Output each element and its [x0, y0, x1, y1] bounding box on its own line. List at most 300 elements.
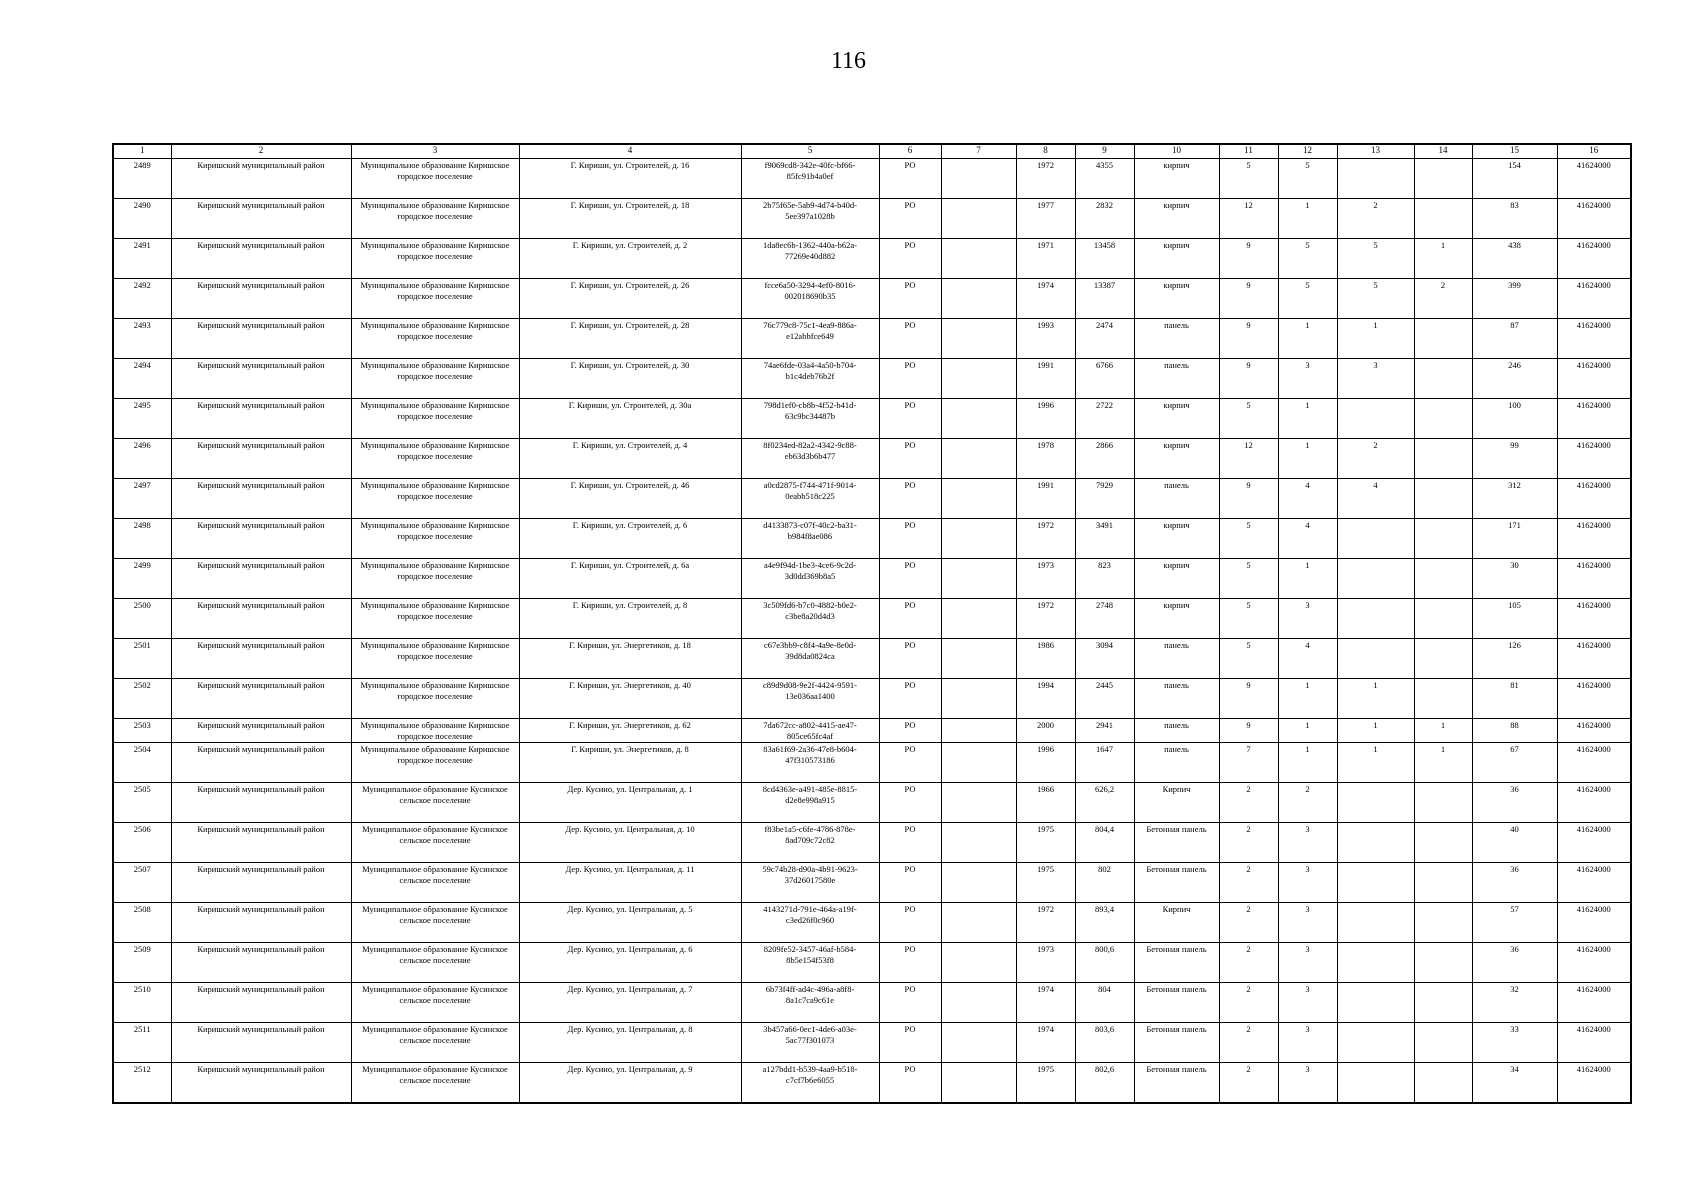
table-cell: 1975 — [1016, 823, 1075, 863]
table-cell: 3c509fd6-b7c0-4882-b0e2-c3be8a20d4d3 — [741, 599, 879, 639]
table-cell: Киришский муниципальный район — [171, 783, 351, 823]
table-cell: 1 — [1414, 239, 1472, 279]
table-cell: 171 — [1472, 519, 1557, 559]
table-cell: 1978 — [1016, 439, 1075, 479]
table-cell: 100 — [1472, 399, 1557, 439]
table-row — [113, 479, 1631, 519]
table-cell: 13458 — [1075, 239, 1134, 279]
table-cell: Дер. Кусино, ул. Центральная, д. 8 — [519, 1023, 741, 1063]
table-cell: 41624000 — [1557, 479, 1631, 519]
table-cell: 5 — [1219, 519, 1278, 559]
table-cell: 41624000 — [1557, 823, 1631, 863]
table-cell: 36 — [1472, 783, 1557, 823]
table-cell: 1991 — [1016, 479, 1075, 519]
table-cell: 3b457a66-0ec1-4de6-a03e-5ac77f301073 — [741, 1023, 879, 1063]
table-row — [113, 239, 1631, 279]
table-cell: 2500 — [113, 599, 171, 639]
table-row — [113, 399, 1631, 439]
table-cell: кирпич — [1134, 159, 1219, 199]
column-number-cell: 7 — [941, 144, 1016, 159]
table-cell: Киришский муниципальный район — [171, 823, 351, 863]
table-row — [113, 319, 1631, 359]
table-cell: кирпич — [1134, 239, 1219, 279]
column-number-cell: 9 — [1075, 144, 1134, 159]
table-cell: РО — [879, 823, 941, 863]
table-cell: 7da672cc-a802-4415-ae47-805ce65fc4af — [741, 719, 879, 743]
table-cell — [1414, 319, 1472, 359]
table-row — [113, 279, 1631, 319]
table-cell: 2496 — [113, 439, 171, 479]
table-cell: Муниципальное образование Кусинское сельское поселение — [351, 1023, 519, 1063]
table-cell: панель — [1134, 319, 1219, 359]
table-cell: 1 — [1337, 719, 1414, 743]
table-cell: РО — [879, 903, 941, 943]
table-cell: 2490 — [113, 199, 171, 239]
table-cell: 3094 — [1075, 639, 1134, 679]
table-cell: 8209fe52-3457-46af-b584-8b5e154f53f8 — [741, 943, 879, 983]
table-cell: Киришский муниципальный район — [171, 1023, 351, 1063]
table-cell: Г. Кириши, ул. Энергетиков, д. 8 — [519, 743, 741, 783]
table-cell — [941, 823, 1016, 863]
table-cell: 803,6 — [1075, 1023, 1134, 1063]
table-cell: панель — [1134, 479, 1219, 519]
table-cell: 1974 — [1016, 983, 1075, 1023]
table-cell: Муниципальное образование Киришское городское поселение — [351, 399, 519, 439]
table-cell — [1414, 199, 1472, 239]
table-cell: 1972 — [1016, 903, 1075, 943]
table-cell: Муниципальное образование Киришское городское поселение — [351, 159, 519, 199]
table-cell: кирпич — [1134, 439, 1219, 479]
table-cell — [1414, 783, 1472, 823]
table-cell: 1991 — [1016, 359, 1075, 399]
table-cell: РО — [879, 519, 941, 559]
table-cell: 3 — [1278, 359, 1337, 399]
table-cell: 9 — [1219, 239, 1278, 279]
table-cell: 41624000 — [1557, 679, 1631, 719]
table-cell — [941, 639, 1016, 679]
table-row — [113, 159, 1631, 199]
table-cell: 1972 — [1016, 599, 1075, 639]
table-cell: Г. Кириши, ул. Строителей, д. 46 — [519, 479, 741, 519]
column-number-cell: 2 — [171, 144, 351, 159]
column-number-cell: 11 — [1219, 144, 1278, 159]
table-cell: 9 — [1219, 359, 1278, 399]
table-cell: 41624000 — [1557, 1063, 1631, 1104]
table-cell — [1414, 399, 1472, 439]
table-cell: 1647 — [1075, 743, 1134, 783]
table-cell: 2 — [1219, 1063, 1278, 1104]
table-cell — [1414, 639, 1472, 679]
table-cell: 36 — [1472, 863, 1557, 903]
table-cell: Киришский муниципальный район — [171, 319, 351, 359]
table-cell — [941, 359, 1016, 399]
table-cell: 802 — [1075, 863, 1134, 903]
table-cell: панель — [1134, 359, 1219, 399]
table-cell: 74ae6fde-03a4-4a50-b704-b1c4deb76b2f — [741, 359, 879, 399]
table-cell: Бетонная панель — [1134, 1063, 1219, 1104]
table-cell — [941, 1063, 1016, 1104]
table-cell: Киришский муниципальный район — [171, 359, 351, 399]
table-cell: Г. Кириши, ул. Строителей, д. 2 — [519, 239, 741, 279]
table-cell — [1337, 943, 1414, 983]
table-cell: Киришский муниципальный район — [171, 519, 351, 559]
table-cell: 41624000 — [1557, 199, 1631, 239]
table-cell — [1337, 1023, 1414, 1063]
table-cell: 2509 — [113, 943, 171, 983]
table-cell: РО — [879, 599, 941, 639]
table-cell: РО — [879, 439, 941, 479]
table-cell: 126 — [1472, 639, 1557, 679]
table-row — [113, 863, 1631, 903]
table-cell — [941, 479, 1016, 519]
table-cell: 1da8ec6b-1362-440a-b62a-77269e40d882 — [741, 239, 879, 279]
table-cell: 2502 — [113, 679, 171, 719]
table-cell: 1966 — [1016, 783, 1075, 823]
table-cell: 4 — [1278, 479, 1337, 519]
table-cell: 41624000 — [1557, 519, 1631, 559]
table-cell: 1975 — [1016, 1063, 1075, 1104]
table-cell: Бетонная панель — [1134, 943, 1219, 983]
table-cell: 9 — [1219, 679, 1278, 719]
table-cell: 3 — [1278, 903, 1337, 943]
table-row — [113, 519, 1631, 559]
table-cell: 32 — [1472, 983, 1557, 1023]
table-cell: 2501 — [113, 639, 171, 679]
table-cell: 41624000 — [1557, 903, 1631, 943]
table-cell: 1 — [1278, 199, 1337, 239]
table-cell: 87 — [1472, 319, 1557, 359]
table-cell: панель — [1134, 719, 1219, 743]
table-cell: 41624000 — [1557, 399, 1631, 439]
table-cell: f9069cd8-342e-40fc-bf66-85fc91b4a0ef — [741, 159, 879, 199]
table-cell — [1414, 559, 1472, 599]
table-cell: a0cd2875-f744-471f-9014-0eabb518c225 — [741, 479, 879, 519]
table-cell: c67e3bb9-c8f4-4a9e-8e0d-39d8da0824ca — [741, 639, 879, 679]
table-cell: 3 — [1278, 823, 1337, 863]
table-cell: РО — [879, 639, 941, 679]
table-cell — [941, 519, 1016, 559]
table-cell: a127bdd1-b539-4aa9-b518-c7cf7b6e6055 — [741, 1063, 879, 1104]
table-cell: 13387 — [1075, 279, 1134, 319]
table-cell: Кирпич — [1134, 783, 1219, 823]
table-cell: Г. Кириши, ул. Энергетиков, д. 18 — [519, 639, 741, 679]
table-cell — [1337, 639, 1414, 679]
table-cell: 41624000 — [1557, 599, 1631, 639]
table-cell: 41624000 — [1557, 319, 1631, 359]
table-cell: Муниципальное образование Киришское городское поселение — [351, 359, 519, 399]
table-cell: РО — [879, 239, 941, 279]
table-cell: кирпич — [1134, 399, 1219, 439]
table-cell — [1337, 399, 1414, 439]
table-cell — [941, 319, 1016, 359]
table-cell — [941, 239, 1016, 279]
table-cell: 3 — [1278, 1063, 1337, 1104]
table-cell — [941, 159, 1016, 199]
table-cell: кирпич — [1134, 199, 1219, 239]
table-cell: 2474 — [1075, 319, 1134, 359]
table-cell: 2504 — [113, 743, 171, 783]
table-body — [113, 144, 1631, 1103]
table-cell: 3 — [1278, 863, 1337, 903]
table-cell: 5 — [1337, 279, 1414, 319]
table-cell — [1414, 1063, 1472, 1104]
table-cell: Бетонная панель — [1134, 823, 1219, 863]
table-cell: Г. Кириши, ул. Строителей, д. 26 — [519, 279, 741, 319]
table-row — [113, 719, 1631, 743]
table-cell: Дер. Кусино, ул. Центральная, д. 9 — [519, 1063, 741, 1104]
table-cell: 4 — [1278, 519, 1337, 559]
table-cell: 41624000 — [1557, 783, 1631, 823]
table-cell — [1414, 823, 1472, 863]
table-cell — [941, 863, 1016, 903]
table-cell: 36 — [1472, 943, 1557, 983]
table-cell — [941, 399, 1016, 439]
table-cell: 5 — [1219, 399, 1278, 439]
table-cell: 2506 — [113, 823, 171, 863]
table-cell: 2 — [1337, 439, 1414, 479]
table-cell: 2493 — [113, 319, 171, 359]
table-cell: 2510 — [113, 983, 171, 1023]
table-cell: 5 — [1219, 599, 1278, 639]
table-cell: f83be1a5-c6fe-4786-878e-8ad709c72c82 — [741, 823, 879, 863]
table-cell: 802,6 — [1075, 1063, 1134, 1104]
table-cell: Бетонная панель — [1134, 1023, 1219, 1063]
table-cell: 1 — [1278, 559, 1337, 599]
table-cell: Муниципальное образование Киришское городское поселение — [351, 679, 519, 719]
table-cell: РО — [879, 159, 941, 199]
table-cell: РО — [879, 1023, 941, 1063]
table-cell: 88 — [1472, 719, 1557, 743]
table-cell: Муниципальное образование Кусинское сельское поселение — [351, 943, 519, 983]
table-cell: 2b75f65e-5ab9-4d74-b40d-5ee397a1028b — [741, 199, 879, 239]
table-cell: 438 — [1472, 239, 1557, 279]
table-cell: 2489 — [113, 159, 171, 199]
table-cell: 4143271d-791e-464a-a19f-c3ed26f0c960 — [741, 903, 879, 943]
table-cell: 2491 — [113, 239, 171, 279]
table-cell: 1 — [1278, 679, 1337, 719]
column-number-row — [113, 144, 1631, 159]
table-cell — [1414, 439, 1472, 479]
table-cell: 154 — [1472, 159, 1557, 199]
table-cell: Бетонная панель — [1134, 983, 1219, 1023]
table-cell: Киришский муниципальный район — [171, 399, 351, 439]
table-cell: 2507 — [113, 863, 171, 903]
table-cell: 2 — [1219, 983, 1278, 1023]
table-cell: 2 — [1337, 199, 1414, 239]
table-cell: 2748 — [1075, 599, 1134, 639]
column-number-cell: 14 — [1414, 144, 1472, 159]
table-cell: 41624000 — [1557, 1023, 1631, 1063]
table-cell: 2499 — [113, 559, 171, 599]
table-cell: 1971 — [1016, 239, 1075, 279]
table-cell: Муниципальное образование Киришское городское поселение — [351, 743, 519, 783]
table-cell: Муниципальное образование Киришское городское поселение — [351, 639, 519, 679]
table-cell — [941, 279, 1016, 319]
table-cell: 2866 — [1075, 439, 1134, 479]
table-cell: 1 — [1414, 719, 1472, 743]
table-cell: 41624000 — [1557, 639, 1631, 679]
table-cell: Киришский муниципальный район — [171, 559, 351, 599]
table-cell: Г. Кириши, ул. Строителей, д. 6а — [519, 559, 741, 599]
table-cell: 1 — [1337, 319, 1414, 359]
page-number: 116 — [830, 48, 867, 74]
table-cell: 34 — [1472, 1063, 1557, 1104]
table-cell: d4133873-c07f-40c2-ba31-b984f8ae086 — [741, 519, 879, 559]
table-cell: Киришский муниципальный район — [171, 903, 351, 943]
table-cell: 1 — [1278, 439, 1337, 479]
table-cell: 2 — [1219, 1023, 1278, 1063]
table-cell: 9 — [1219, 279, 1278, 319]
table-cell — [941, 983, 1016, 1023]
table-cell: РО — [879, 943, 941, 983]
column-number-cell: 12 — [1278, 144, 1337, 159]
table-row — [113, 559, 1631, 599]
table-cell: 800,6 — [1075, 943, 1134, 983]
table-cell: 2498 — [113, 519, 171, 559]
table-cell: Бетонная панель — [1134, 863, 1219, 903]
table-cell: 5 — [1219, 639, 1278, 679]
table-cell: 2722 — [1075, 399, 1134, 439]
table-cell — [1337, 783, 1414, 823]
table-cell — [1414, 903, 1472, 943]
table-cell: кирпич — [1134, 519, 1219, 559]
table-cell: 804,4 — [1075, 823, 1134, 863]
table-row — [113, 983, 1631, 1023]
table-cell — [941, 903, 1016, 943]
table-cell: 12 — [1219, 439, 1278, 479]
table-cell: панель — [1134, 679, 1219, 719]
table-cell: Муниципальное образование Кусинское сельское поселение — [351, 783, 519, 823]
table-cell: 4355 — [1075, 159, 1134, 199]
table-cell: 9 — [1219, 719, 1278, 743]
table-cell: fcce6a50-3294-4ef0-8016-002018690b35 — [741, 279, 879, 319]
table-cell: Муниципальное образование Киришское городское поселение — [351, 479, 519, 519]
table-cell: 2832 — [1075, 199, 1134, 239]
table-cell: панель — [1134, 743, 1219, 783]
table-cell: Киришский муниципальный район — [171, 239, 351, 279]
table-row — [113, 783, 1631, 823]
table-cell: 5 — [1219, 559, 1278, 599]
table-cell: РО — [879, 743, 941, 783]
table-cell: 76c779c8-75c1-4ea9-886a-e12abbfce649 — [741, 319, 879, 359]
table-cell: 1972 — [1016, 159, 1075, 199]
table-row — [113, 1023, 1631, 1063]
table-cell: Г. Кириши, ул. Энергетиков, д. 62 — [519, 719, 741, 743]
table-cell — [941, 439, 1016, 479]
table-cell — [1414, 943, 1472, 983]
table-cell: 40 — [1472, 823, 1557, 863]
table-cell — [941, 599, 1016, 639]
table-cell: Муниципальное образование Киришское городское поселение — [351, 319, 519, 359]
table-cell: 9 — [1219, 319, 1278, 359]
table-cell: РО — [879, 679, 941, 719]
table-cell: Г. Кириши, ул. Строителей, д. 30 — [519, 359, 741, 399]
table-cell: 2 — [1219, 863, 1278, 903]
column-number-cell: 13 — [1337, 144, 1414, 159]
table-cell: Г. Кириши, ул. Строителей, д. 30а — [519, 399, 741, 439]
table-cell: 3 — [1337, 359, 1414, 399]
table-cell: 1 — [1414, 743, 1472, 783]
table-cell: 2503 — [113, 719, 171, 743]
table-cell: 1 — [1278, 743, 1337, 783]
table-cell: 2512 — [113, 1063, 171, 1104]
table-cell: 41624000 — [1557, 863, 1631, 903]
table-cell — [1414, 599, 1472, 639]
table-cell: Муниципальное образование Кусинское сельское поселение — [351, 863, 519, 903]
table-cell: 2497 — [113, 479, 171, 519]
table-cell — [1337, 983, 1414, 1023]
table-cell: Муниципальное образование Киришское городское поселение — [351, 199, 519, 239]
table-cell — [1414, 479, 1472, 519]
table-cell: 2 — [1219, 783, 1278, 823]
table-row — [113, 1063, 1631, 1104]
table-cell: 5 — [1278, 239, 1337, 279]
table-cell: 5 — [1337, 239, 1414, 279]
table-cell: кирпич — [1134, 279, 1219, 319]
table-cell — [1414, 519, 1472, 559]
table-cell: 2445 — [1075, 679, 1134, 719]
table-cell: 798d1ef0-cb8b-4f52-b41d-63c9bc34487b — [741, 399, 879, 439]
table-cell: Дер. Кусино, ул. Центральная, д. 10 — [519, 823, 741, 863]
table-cell: Муниципальное образование Кусинское сельское поселение — [351, 903, 519, 943]
table-row — [113, 743, 1631, 783]
table-cell: 1 — [1337, 743, 1414, 783]
table-cell: a4e9f94d-1be3-4ce6-9c2d-3d0dd369b8a5 — [741, 559, 879, 599]
table-cell: 83a61f69-2a36-47e8-b604-47f310573186 — [741, 743, 879, 783]
table-row — [113, 903, 1631, 943]
table-cell: 2000 — [1016, 719, 1075, 743]
table-cell: 1 — [1278, 319, 1337, 359]
table-cell: 1996 — [1016, 399, 1075, 439]
table-cell: 5 — [1278, 159, 1337, 199]
table-cell — [1414, 863, 1472, 903]
table-cell: 7929 — [1075, 479, 1134, 519]
table-cell: кирпич — [1134, 599, 1219, 639]
table-cell: кирпич — [1134, 559, 1219, 599]
table-cell: Кирпич — [1134, 903, 1219, 943]
table-cell — [941, 679, 1016, 719]
column-number-cell: 15 — [1472, 144, 1557, 159]
table-cell: Г. Кириши, ул. Строителей, д. 28 — [519, 319, 741, 359]
table-cell: 5 — [1278, 279, 1337, 319]
table-cell: РО — [879, 279, 941, 319]
table-cell: 3491 — [1075, 519, 1134, 559]
table-cell — [1337, 823, 1414, 863]
column-number-cell: 5 — [741, 144, 879, 159]
table-cell: 6766 — [1075, 359, 1134, 399]
table-row — [113, 439, 1631, 479]
table-cell: Дер. Кусино, ул. Центральная, д. 11 — [519, 863, 741, 903]
column-number-cell: 4 — [519, 144, 741, 159]
table-cell: Г. Кириши, ул. Строителей, д. 18 — [519, 199, 741, 239]
table-cell: 3 — [1278, 983, 1337, 1023]
table-cell: 1973 — [1016, 559, 1075, 599]
table-cell: 2 — [1219, 823, 1278, 863]
table-cell: 41624000 — [1557, 719, 1631, 743]
table-cell: Киришский муниципальный район — [171, 599, 351, 639]
table-cell: 81 — [1472, 679, 1557, 719]
table-cell: Киришский муниципальный район — [171, 439, 351, 479]
table-cell: 312 — [1472, 479, 1557, 519]
table-cell: 41624000 — [1557, 943, 1631, 983]
table-cell: 1977 — [1016, 199, 1075, 239]
table-cell: Муниципальное образование Киришское городское поселение — [351, 599, 519, 639]
table-row — [113, 679, 1631, 719]
table-cell — [941, 743, 1016, 783]
table-cell: 2494 — [113, 359, 171, 399]
table-cell: 1993 — [1016, 319, 1075, 359]
table-cell — [1414, 679, 1472, 719]
